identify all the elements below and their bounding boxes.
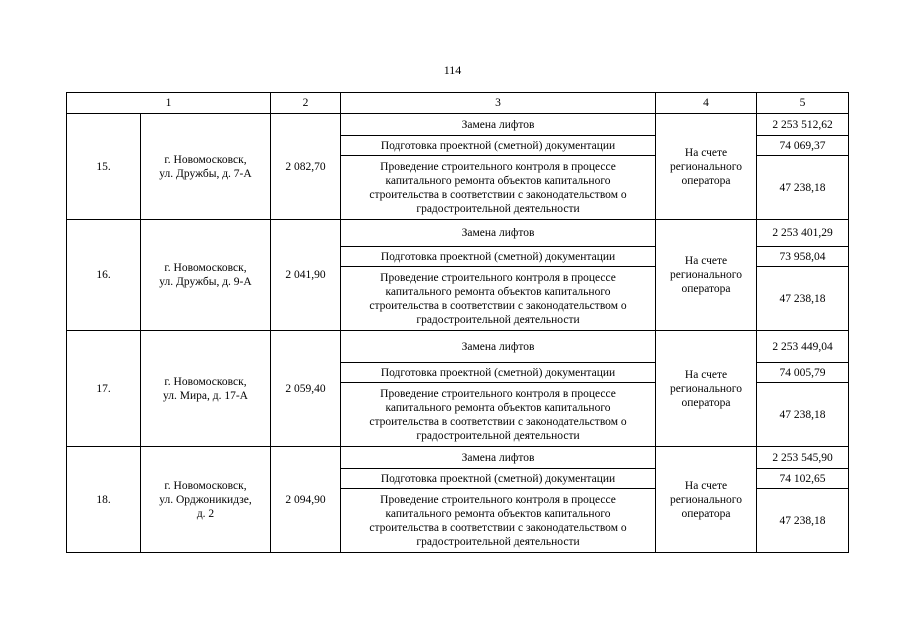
address-line: ул. Дружбы, д. 9-А [159, 276, 252, 288]
work-cost: 2 253 449,04 [757, 331, 849, 363]
address-line: ул. Мира, д. 17-А [163, 389, 248, 402]
header-cell-1: 1 [67, 93, 271, 114]
header-cell-5: 5 [757, 93, 849, 114]
work-type [341, 489, 656, 553]
work-cost: 2 253 545,90 [757, 447, 849, 469]
work-schedule-table [66, 92, 849, 553]
address-line: ул. Дружбы, д. 7-А [159, 167, 252, 180]
fund-method-line: На счете [684, 255, 728, 267]
address-line: д. 2 [196, 507, 215, 520]
fund-method-line: На счете [684, 368, 728, 381]
fund-method [656, 114, 757, 220]
work-type [341, 136, 656, 156]
table-row [67, 220, 849, 247]
address-line: г. Новомосковск, [164, 262, 247, 274]
house-address [141, 447, 271, 553]
work-type [341, 114, 656, 136]
work-cost: 47 238,18 [757, 383, 849, 447]
work-type-line: градостроительной деятельности [416, 429, 580, 442]
work-cost: 47 238,18 [757, 489, 849, 553]
work-type-line: Замена лифтов [461, 340, 535, 353]
fund-method-line: оператора [681, 283, 731, 295]
work-type-line: капитального ремонта объектов капитального [385, 507, 611, 520]
page-number: 114 [443, 63, 462, 77]
fund-method-line: оператора [681, 507, 731, 520]
fund-method [656, 220, 757, 331]
house-area: 2 094,90 [271, 447, 341, 553]
house-address [141, 114, 271, 220]
work-type-line: градостроительной деятельности [416, 202, 580, 215]
work-type-line: строительства в соответствии с законодательством о [369, 299, 627, 312]
header-cell-2: 2 [271, 93, 341, 114]
row-number: 18. [67, 447, 141, 553]
work-type-line: Проведение строительного контроля в процессе [380, 387, 616, 400]
house-address [141, 220, 271, 331]
work-cost: 2 253 401,29 [757, 220, 849, 247]
table-row [67, 331, 849, 363]
work-type-line: капитального ремонта объектов капитального [385, 285, 611, 298]
work-cost: 74 005,79 [757, 363, 849, 383]
fund-method-line: оператора [681, 396, 731, 409]
work-cost: 47 238,18 [757, 267, 849, 331]
work-cost: 2 253 512,62 [757, 114, 849, 136]
work-type [341, 247, 656, 267]
work-type-line: капитального ремонта объектов капитального [385, 174, 611, 187]
work-type-line: Замена лифтов [461, 227, 535, 239]
work-type-line: Подготовка проектной (сметной) документации [380, 139, 616, 152]
header-cell-4: 4 [656, 93, 757, 114]
fund-method [656, 447, 757, 553]
work-type-line: Проведение строительного контроля в процессе [380, 493, 616, 506]
header-cell-3: 3 [341, 93, 656, 114]
row-number: 16. [67, 220, 141, 331]
row-number: 15. [67, 114, 141, 220]
work-type [341, 267, 656, 331]
work-type-line: Подготовка проектной (сметной) документации [380, 472, 616, 485]
work-type [341, 447, 656, 469]
fund-method-line: регионального [670, 160, 742, 173]
work-type [341, 331, 656, 363]
work-type-line: Проведение строительного контроля в процессе [380, 271, 616, 284]
work-type-line: строительства в соответствии с законодательством о [369, 415, 627, 428]
work-type-line: строительства в соответствии с законодательством о [369, 521, 627, 534]
house-area: 2 059,40 [271, 331, 341, 447]
fund-method [656, 331, 757, 447]
work-type-line: градостроительной деятельности [416, 535, 580, 548]
work-type [341, 469, 656, 489]
work-type-line: Замена лифтов [461, 118, 535, 131]
work-type-line: Проведение строительного контроля в процессе [380, 160, 616, 173]
work-cost: 74 102,65 [757, 469, 849, 489]
address-line: ул. Орджоникидзе, [159, 493, 252, 506]
address-line: г. Новомосковск, [164, 153, 247, 166]
house-area: 2 082,70 [271, 114, 341, 220]
house-area: 2 041,90 [271, 220, 341, 331]
table-header-row [67, 93, 849, 114]
work-type-line: градостроительной деятельности [416, 313, 580, 326]
house-address [141, 331, 271, 447]
work-type-line: капитального ремонта объектов капитального [385, 401, 611, 414]
work-type-line: строительства в соответствии с законодательством о [369, 188, 627, 201]
address-line: г. Новомосковск, [164, 479, 247, 492]
work-type [341, 156, 656, 220]
fund-method-line: На счете [684, 479, 728, 492]
work-cost: 73 958,04 [757, 247, 849, 267]
work-cost: 74 069,37 [757, 136, 849, 156]
work-type-line: Подготовка проектной (сметной) документации [380, 250, 616, 263]
fund-method-line: регионального [670, 493, 742, 506]
address-line: г. Новомосковск, [164, 375, 247, 388]
fund-method-line: оператора [681, 174, 731, 187]
row-number: 17. [67, 331, 141, 447]
table-row [67, 114, 849, 136]
work-type [341, 383, 656, 447]
fund-method-line: регионального [670, 269, 742, 281]
work-type-line: Замена лифтов [461, 451, 535, 464]
work-cost: 47 238,18 [757, 156, 849, 220]
fund-method-line: регионального [670, 382, 742, 395]
table-row [67, 447, 849, 469]
work-type-line: Подготовка проектной (сметной) документации [380, 366, 616, 379]
fund-method-line: На счете [684, 146, 728, 159]
work-type [341, 220, 656, 247]
work-type [341, 363, 656, 383]
